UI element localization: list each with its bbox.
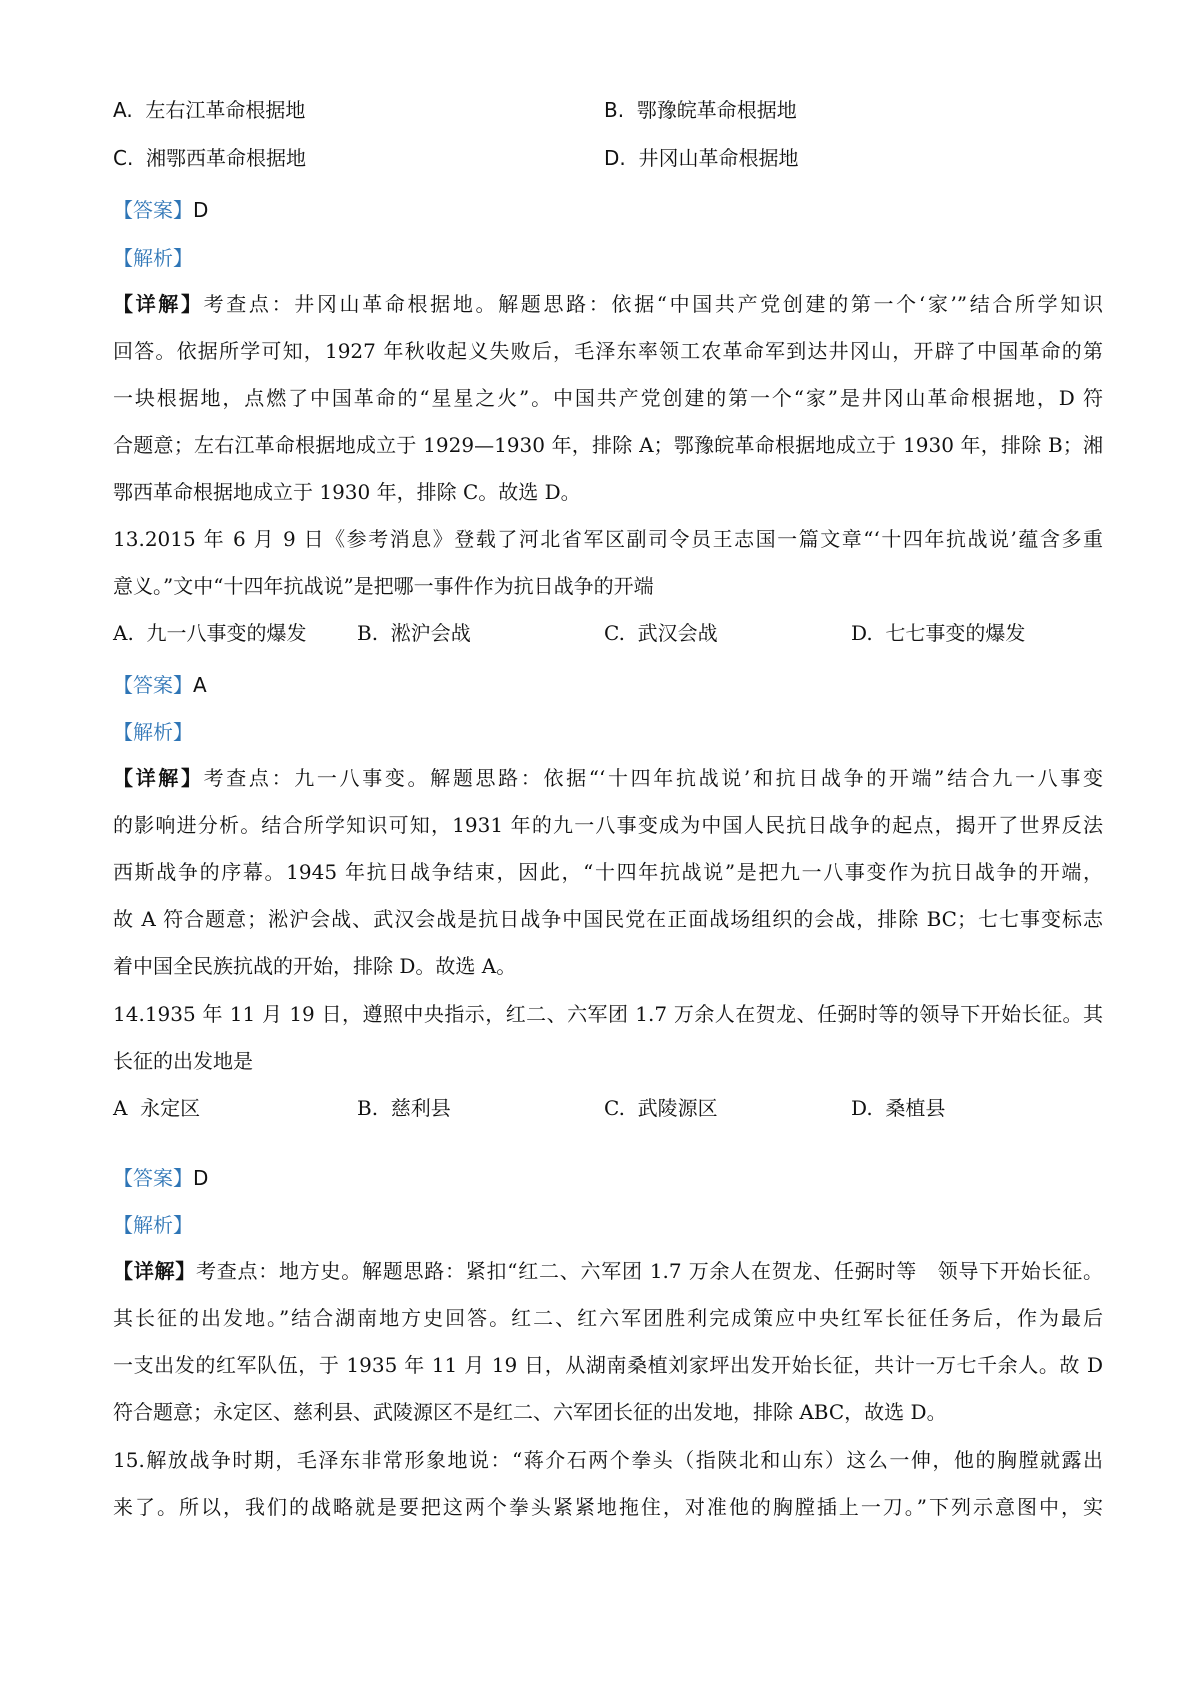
- answer-value: D: [193, 1166, 209, 1190]
- option-letter: B.: [604, 98, 625, 122]
- detail-tag: 【详解】: [113, 1259, 196, 1283]
- option-text: 永定区: [140, 1096, 201, 1120]
- question-stem-text: 解放战争时期，毛泽东非常形象地说：“蒋介石两个拳头（指陕北和山东）这么一伸，他的胸膛就露出: [144, 1448, 1103, 1472]
- option-letter: A.: [113, 621, 134, 645]
- q12-answer: [113, 196, 208, 224]
- option-letter: B.: [357, 621, 379, 645]
- answer-value: D: [193, 198, 209, 222]
- option-letter: B.: [357, 1096, 379, 1120]
- q13-option-a: [113, 619, 307, 647]
- option-text: 鄂豫皖革命根据地: [636, 98, 797, 122]
- q14-analysis-tag: 【解析】: [113, 1213, 193, 1237]
- q12-detail-line: 合题意；左右江革命根据地成立于 1929—1930 年，排除 A；鄂豫皖革命根据地成立于 1930 年，排除 B；湘: [113, 433, 1103, 457]
- q13-stem-line: 意义。”文中“十四年抗战说”是把哪一事件作为抗日战争的开端: [113, 574, 654, 598]
- option-text: 九一八事变的爆发: [146, 621, 307, 645]
- option-letter: D.: [851, 621, 873, 645]
- option-letter: A: [113, 1096, 128, 1120]
- option-text: 湘鄂西革命根据地: [146, 146, 307, 170]
- q14-stem-line: 长征的出发地是: [113, 1049, 253, 1073]
- option-text: 慈利县: [390, 1096, 451, 1120]
- option-text: 武汉会战: [637, 621, 718, 645]
- q14-detail-line: 一支出发的红军队伍，于 1935 年 11 月 19 日，从湖南桑植刘家坪出发开始长征，共计一万七千余人。故 D: [113, 1353, 1103, 1377]
- question-stem-text: 2015 年 6 月 9 日《参考消息》登载了河北省军区副司令员王志国一篇文章“‘十四年抗战说’蕴含多重: [144, 527, 1103, 551]
- q12-analysis-tag: 【解析】: [113, 246, 193, 270]
- detail-text: 考查点：地方史。解题思路：紧扣“红二、六军团 1.7 万余人在贺龙、任弼时等 领导下开始长征。: [196, 1259, 1103, 1283]
- q14-option-a: [113, 1094, 200, 1122]
- q12-option-d: [604, 144, 798, 172]
- q14-option-d: [851, 1094, 945, 1122]
- question-number: 13.: [113, 527, 145, 551]
- q13-option-c: [604, 619, 718, 647]
- q12-detail-line: [113, 290, 1103, 318]
- question-number: 15.: [113, 1448, 145, 1472]
- q15-stem-line: 来了。所以，我们的战略就是要把这两个拳头紧紧地拖住，对准他的胸膛插上一刀。”下列示意图中，实: [113, 1495, 1103, 1519]
- answer-tag: 【答案】: [113, 1166, 193, 1190]
- q12-detail-line: 回答。依据所学可知，1927 年秋收起义失败后，毛泽东率领工农革命军到达井冈山，开辟了中国革命的第: [113, 339, 1103, 363]
- q12-detail-line: 鄂西革命根据地成立于 1930 年，排除 C。故选 D。: [113, 480, 581, 504]
- detail-tag: 【详解】: [113, 292, 204, 316]
- answer-tag: 【答案】: [113, 198, 193, 222]
- detail-text: 考查点：井冈山革命根据地。解题思路：依据“中国共产党创建的第一个‘家’”结合所学知识: [203, 292, 1103, 316]
- option-letter: D.: [851, 1096, 873, 1120]
- q13-detail-line: 着中国全民族抗战的开始，排除 D。故选 A。: [113, 954, 517, 978]
- q14-detail-line: [113, 1257, 1103, 1285]
- answer-value: A: [193, 673, 207, 697]
- option-letter: A.: [113, 98, 133, 122]
- q12-option-a: [113, 96, 305, 124]
- q12-option-b: [604, 96, 797, 124]
- q14-detail-line: 符合题意；永定区、慈利县、武陵源区不是红二、六军团长征的出发地，排除 ABC，故选 D。: [113, 1400, 947, 1424]
- option-letter: C.: [113, 146, 134, 170]
- q14-option-b: [357, 1094, 451, 1122]
- q13-stem-line: [113, 525, 1103, 553]
- q15-stem-line: [113, 1446, 1103, 1474]
- q12-option-c: [113, 144, 306, 172]
- q12-detail-line: 一块根据地，点燃了中国革命的“星星之火”。中国共产党创建的第一个“家”是井冈山革命根据地，D 符: [113, 386, 1103, 410]
- q13-detail-line: 的影响进分析。结合所学知识可知，1931 年的九一八事变成为中国人民抗日战争的起点，揭开了世界反法: [113, 813, 1103, 837]
- detail-tag: 【详解】: [113, 766, 204, 790]
- q13-option-d: [851, 619, 1025, 647]
- q14-answer: [113, 1164, 208, 1192]
- question-stem-text: 1935 年 11 月 19 日，遵照中央指示，红二、六军团 1.7 万余人在贺龙、任弼时等的领导下开始长征。其: [144, 1002, 1103, 1026]
- option-text: 桑植县: [885, 1096, 946, 1120]
- q13-option-b: [357, 619, 471, 647]
- option-text: 武陵源区: [637, 1096, 718, 1120]
- detail-text: 考查点：九一八事变。解题思路：依据“‘十四年抗战说’和抗日战争的开端”结合九一八事变: [203, 766, 1103, 790]
- option-text: 淞沪会战: [390, 621, 471, 645]
- answer-tag: 【答案】: [113, 673, 193, 697]
- option-text: 井冈山革命根据地: [638, 146, 799, 170]
- q13-answer: [113, 671, 207, 699]
- option-letter: D.: [604, 146, 626, 170]
- question-number: 14.: [113, 1002, 145, 1026]
- q14-stem-line: [113, 1000, 1103, 1028]
- q13-detail-line: 故 A 符合题意；淞沪会战、武汉会战是抗日战争中国民党在正面战场组织的会战，排除 BC；七七事变标志: [113, 907, 1103, 931]
- q13-analysis-tag: 【解析】: [113, 720, 193, 744]
- option-letter: C.: [604, 621, 625, 645]
- option-text: 七七事变的爆发: [885, 621, 1026, 645]
- q13-detail-line: 西斯战争的序幕。1945 年抗日战争结束，因此，“十四年抗战说”是把九一八事变作为抗日战争的开端，: [113, 860, 1103, 884]
- q13-detail-line: [113, 764, 1103, 792]
- option-letter: C.: [604, 1096, 625, 1120]
- option-text: 左右江革命根据地: [145, 98, 306, 122]
- q14-option-c: [604, 1094, 718, 1122]
- q14-detail-line: 其长征的出发地。”结合湖南地方史回答。红二、红六军团胜利完成策应中央红军长征任务后，作为最后: [113, 1306, 1103, 1330]
